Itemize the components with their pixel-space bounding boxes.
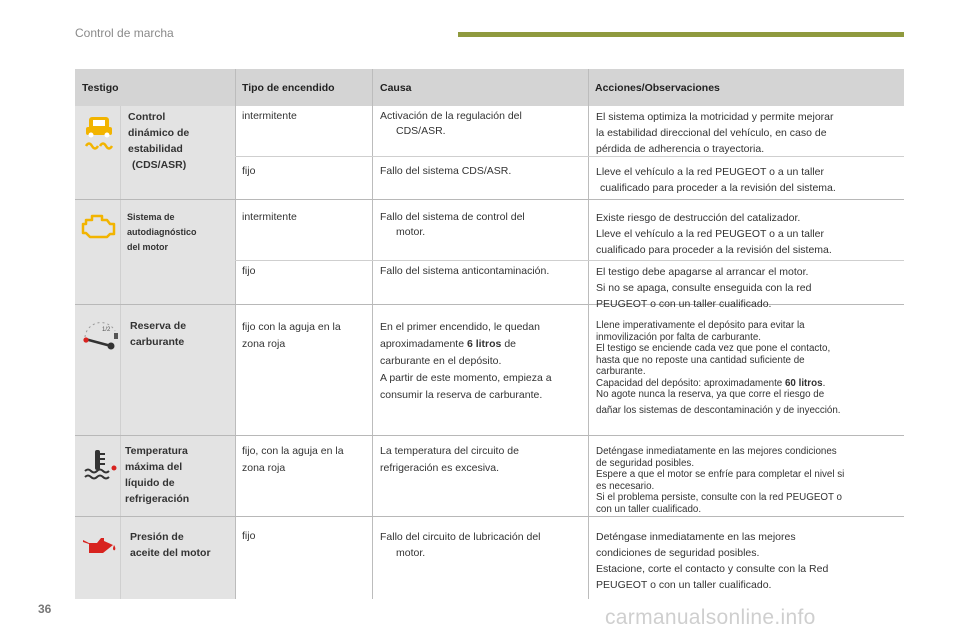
page-number: 36 xyxy=(38,602,52,616)
svg-text:1/2: 1/2 xyxy=(102,327,111,333)
row-4-cause-0: Fallo del circuito de lubricación del motor. xyxy=(380,531,541,559)
col-header-causa: Causa xyxy=(380,82,412,94)
row-1-type-0: intermitente xyxy=(242,211,297,223)
row-name-oil: Presión de aceite del motor xyxy=(130,531,211,559)
row-3-action-0: Deténgase inmediatamente en las mejores condiciones de seguridad posibles. Espere a que el motor se enfríe para completar el nivel si es necesario. Si el problema persiste, consulte con la red PEUGEOT o con un taller cualificado. xyxy=(596,446,845,515)
oil-pressure-icon xyxy=(81,532,121,556)
watermark: carmanualsonline.info xyxy=(605,606,816,629)
col-header-tipo: Tipo de encendido xyxy=(242,82,335,94)
row-3-cause-0: La temperatura del circuito de refrigeración es excesiva. xyxy=(380,445,519,474)
row-1-cause-1: Fallo del sistema anticontaminación. xyxy=(380,265,550,277)
row-2-cause-0: En el primer encendido, le quedan aproximadamente 6 litros de carburante en el depósito. A partir de este momento, empieza a consumir la reserva de carburante. xyxy=(380,321,552,401)
header-accent-bar xyxy=(458,32,904,37)
row-0-action-0: El sistema optimiza la motricidad y permite mejorar la estabilidad direccional del vehículo, en caso de pérdida de adherencia o trayectoria. xyxy=(596,111,834,155)
col-header-testigo: Testigo xyxy=(82,82,119,94)
row-1-action-0: Existe riesgo de destrucción del catalizador. Lleve el vehículo a la red PEUGEOT o a un taller cualificado para proceder a la revisión del sistema. xyxy=(596,212,832,256)
row-name-coolant: Temperatura máxima del líquido de refrigeración xyxy=(125,445,190,505)
row-2-type-0: fijo con la aguja en la zona roja xyxy=(242,321,341,350)
row-4-action-0: Deténgase inmediatamente en las mejores condiciones de seguridad posibles. Estacione, corte el contacto y consulte con la Red PEUGEOT o con un taller cualificado. xyxy=(596,531,829,591)
row-1-cause-0: Fallo del sistema de control del motor. xyxy=(380,211,525,238)
row-name-stability: Control dinámico de estabilidad (CDS/ASR) xyxy=(128,111,190,171)
coolant-temperature-icon xyxy=(83,447,117,481)
row-0-action-1: Lleve el vehículo a la red PEUGEOT o a un taller cualificado para proceder a la revisión del sistema. xyxy=(596,166,836,194)
row-0-cause-1: Fallo del sistema CDS/ASR. xyxy=(380,165,512,177)
row-name-engine: Sistema de autodiagnóstico del motor xyxy=(127,212,197,252)
stability-control-icon xyxy=(83,113,115,153)
row-1-action-1: El testigo debe apagarse al arrancar el motor. Si no se apaga, consulte enseguida con la red PEUGEOT o con un taller cualificado. xyxy=(596,266,812,310)
engine-check-icon xyxy=(81,212,117,240)
row-0-cause-0: Activación de la regulación del CDS/ASR. xyxy=(380,110,522,137)
row-1-type-1: fijo xyxy=(242,265,256,277)
row-3-type-0: fijo, con la aguja en la zona roja xyxy=(242,445,344,474)
row-0-type-1: fijo xyxy=(242,165,256,177)
warning-lights-table xyxy=(75,69,904,599)
row-2-action-0: Llene imperativamente el depósito para evitar la inmovilización por falta de carburante. El testigo se enciende cada vez que pone el contacto, hasta que no reposte una cantidad suficiente de carburante. Capacidad del depósito: aproximadamente 60 litros. No agote nunca la reserva, ya que corre el riesgo de dañar los sistemas de descontaminación y de inyección. xyxy=(596,320,841,416)
fuel-gauge-icon xyxy=(81,317,119,351)
row-name-fuel: Reserva de carburante xyxy=(130,320,187,348)
table-header xyxy=(75,69,904,106)
row-0-type-0: intermitente xyxy=(242,110,297,122)
row-4-type-0: fijo xyxy=(242,530,256,542)
col-header-acciones: Acciones/Observaciones xyxy=(595,82,720,94)
page-header-title: Control de marcha xyxy=(75,26,174,40)
